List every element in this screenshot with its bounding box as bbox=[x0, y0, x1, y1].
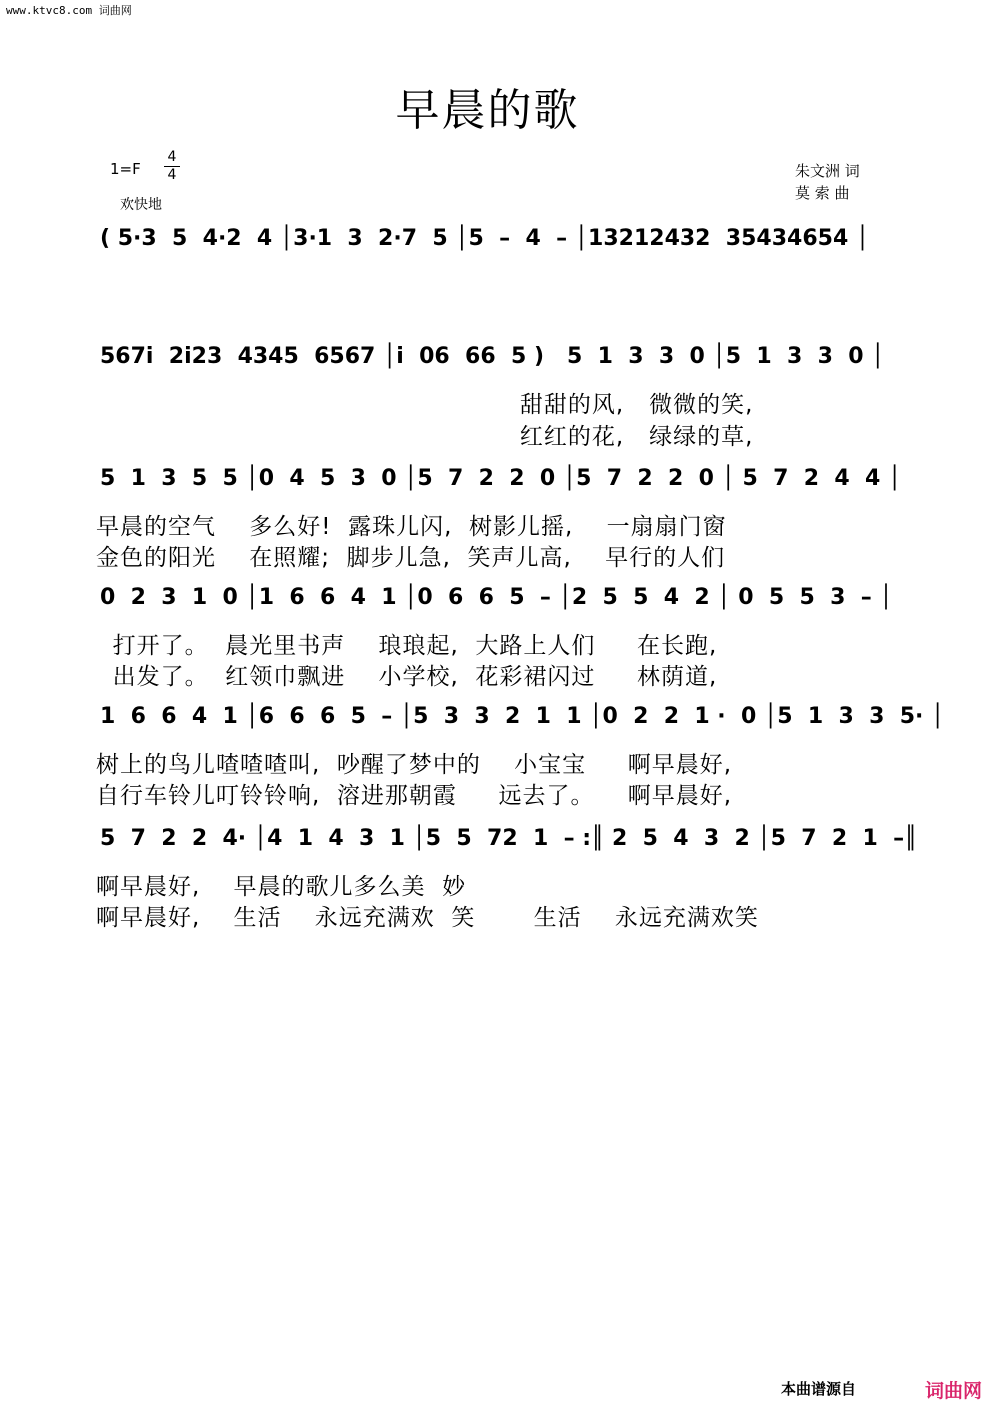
score-line-5: 1 6 6 4 1 │6 6 6 5 – │5 3 3 2 1 1 │0 2 2 1 · 0 │5 1 3 3 5· │ bbox=[100, 704, 945, 729]
score-line-4: 0 2 3 1 0 │1 6 6 4 1 │0 6 6 5 – │2 5 5 4 2 │ 0 5 5 3 – │ bbox=[100, 585, 893, 610]
credits bbox=[795, 160, 860, 204]
lyric-v2-line-2: 金色的阳光 在照耀; 脚步儿急, 笑声儿高, 早行的人们 bbox=[96, 545, 726, 571]
lyric-v2-line-3: 出发了。 红领巾飘进 小学校, 花彩裙闪过 林荫道, bbox=[96, 664, 718, 690]
time-signature-bottom: 4 bbox=[167, 167, 177, 183]
score-line-6: 5 7 2 2 4· │4 1 4 3 1 │5 5 72 1 – :║ 2 5 4 3 2 │5 7 2 1 –║ bbox=[100, 826, 918, 851]
site-url: www.ktvc8.com 词曲网 bbox=[6, 4, 132, 17]
song-title: 早晨的歌 bbox=[395, 85, 580, 136]
score-line-1: ( 5·3 5 4·2 4 │3·1 3 2·7 5 │5 – 4 – │13212432 35434654 │ bbox=[100, 226, 870, 251]
time-signature-top: 4 bbox=[167, 149, 177, 165]
lyricist: 朱文洲 词 bbox=[795, 162, 860, 180]
lyric-v2-line-4: 自行车铃儿叮铃铃响, 溶进那朝霞 远去了。 啊早晨好, bbox=[96, 783, 733, 809]
key-signature: 1=F bbox=[110, 160, 141, 178]
footer-logo[interactable]: 词曲网 bbox=[925, 1380, 983, 1402]
footer-source: 本曲谱源自 bbox=[781, 1380, 857, 1398]
lyric-v1-line-1: 甜甜的风, 微微的笑, bbox=[96, 392, 754, 418]
lyric-v2-line-5: 啊早晨好, 生活 永远充满欢 笑 生活 永远充满欢笑 bbox=[96, 905, 759, 931]
lyric-v1-line-2: 早晨的空气 多么好! 露珠儿闪, 树影儿摇, 一扇扇门窗 bbox=[96, 514, 727, 540]
lyric-v1-line-5: 啊早晨好, 早晨的歌儿多么美 妙 bbox=[96, 874, 467, 900]
lyric-v2-line-1: 红红的花, 绿绿的草, bbox=[96, 424, 754, 450]
score-line-2: 567i 2i23 4345 6567 │i 06 66 5 ) 5 1 3 3 0 │5 1 3 3 0 │ bbox=[100, 344, 885, 369]
composer: 莫 索 曲 bbox=[795, 184, 850, 202]
lyric-v1-line-3: 打开了。 晨光里书声 琅琅起, 大路上人们 在长跑, bbox=[96, 633, 718, 659]
score-line-3: 5 1 3 5 5 │0 4 5 3 0 │5 7 2 2 0 │5 7 2 2 0 │ 5 7 2 4 4 │ bbox=[100, 466, 902, 491]
time-signature bbox=[164, 150, 180, 183]
tempo-marking: 欢快地 bbox=[120, 197, 162, 213]
lyric-v1-line-4: 树上的鸟儿喳喳喳叫, 吵醒了梦中的 小宝宝 啊早晨好, bbox=[96, 752, 733, 778]
